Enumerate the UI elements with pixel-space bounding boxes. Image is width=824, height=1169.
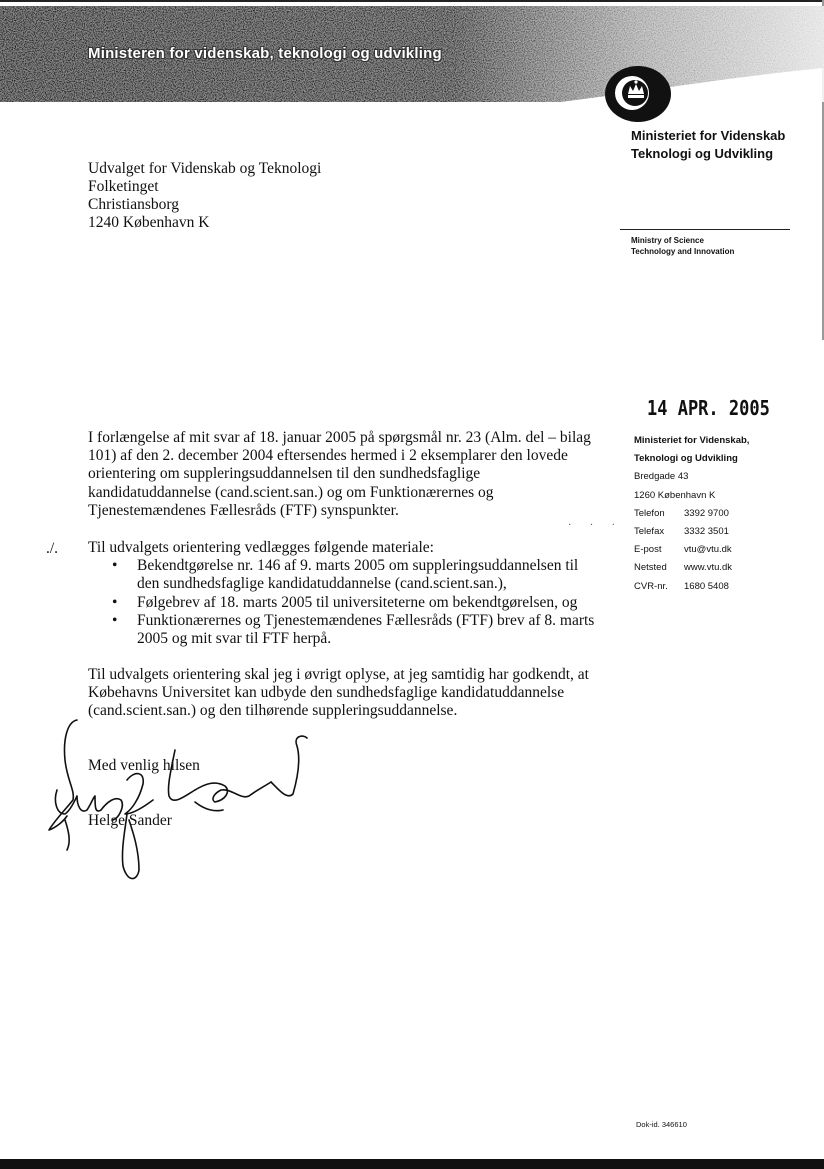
recipient-address [88, 160, 321, 232]
letterhead-divider [620, 229, 790, 230]
paragraph-2 [88, 539, 608, 648]
date-stamp: 14 APR. 2005 [647, 396, 770, 420]
recipient-line: Christiansborg [88, 196, 179, 213]
contact-value: www.vtu.dk [684, 562, 733, 574]
contact-label: Netsted [634, 562, 667, 574]
contact-value: 1680 5408 [684, 580, 729, 592]
paragraph-line: kandidatuddannelse (cand.scient.san.) og om Funktionærernes og [88, 483, 494, 501]
list-item [88, 612, 608, 648]
contact-row [634, 541, 749, 559]
bullet-icon: • [112, 611, 118, 629]
closing-greeting: Med venlig hilsen [88, 757, 200, 774]
bullet-icon: • [112, 593, 118, 611]
contact-value: 3332 3501 [684, 526, 729, 538]
ministry-name-line: Ministeriet for Videnskab [631, 128, 786, 143]
contact-label: Telefon [634, 507, 665, 519]
list-item-line: Følgebrev af 18. marts 2005 til universiteterne om bekendtgørelsen, og [137, 593, 578, 611]
contact-value: vtu@vtu.dk [684, 544, 732, 556]
paragraph-line: 101) af den 2. december 2004 eftersendes hermed i 2 eksemplarer den lovede [88, 447, 568, 465]
handwritten-signature [35, 710, 325, 890]
english-ministry-name [631, 235, 734, 257]
contact-row [634, 559, 749, 577]
paragraph-line: Til udvalgets orientering skal jeg i øvrigt oplyse, at jeg samtidig har godkendt, at [88, 666, 589, 683]
recipient-line: Folketinget [88, 178, 159, 195]
banner-title: Ministeren for videnskab, teknologi og udvikling [88, 45, 442, 62]
contact-row [634, 578, 749, 596]
contact-row [634, 505, 749, 523]
contact-label: E-post [634, 544, 662, 556]
paragraph-line: (cand.scient.san.) og den tilhørende suppleringsuddannelse. [88, 702, 458, 720]
list-item [88, 594, 608, 612]
list-item [88, 557, 608, 593]
paragraph-line: Købehavns Universitet kan udbyde den sundhedsfaglige kandidatuddannelse [88, 684, 565, 702]
paragraph-intro: Til udvalgets orientering vedlægges følgende materiale: [88, 539, 434, 556]
paragraph-line: orientering om suppleringsuddannelsen til den sundhedsfaglige [88, 465, 481, 483]
paragraph-line: Tjenestemændenes Fællesråds (FTF) synspunkter. [88, 501, 399, 519]
document-id: Dok-id. 346610 [636, 1120, 687, 1129]
list-item-line: Funktionærernes og Tjenestemændenes Fællesråds (FTF) brev af 8. marts [137, 611, 595, 629]
paragraph-1 [88, 429, 608, 520]
english-line: Technology and Innovation [631, 247, 735, 256]
attachment-list [88, 557, 608, 648]
signer-name: Helge Sander [88, 812, 172, 829]
paragraph-line: I forlængelse af mit svar af 18. januar 2005 på spørgsmål nr. 23 (Alm. del – bilag [88, 429, 591, 446]
ministry-name-line: Teknologi og Udvikling [631, 146, 774, 161]
ministry-name [631, 127, 785, 163]
contact-row [634, 523, 749, 541]
list-item-line: Bekendtgørelse nr. 146 af 9. marts 2005 om suppleringsuddannelsen til [137, 557, 579, 575]
bullet-icon: • [112, 557, 118, 575]
list-item-line: 2005 og mit svar til FTF herpå. [137, 630, 332, 648]
bottom-border [0, 1159, 824, 1169]
sender-street: Bredgade 43 [634, 471, 689, 483]
recipient-line: 1240 København K [88, 214, 210, 231]
crown-logo-icon [602, 64, 674, 128]
sender-info [634, 432, 749, 596]
sender-name-line: Teknologi og Udvikling [634, 453, 738, 465]
english-line: Ministry of Science [631, 236, 704, 245]
recipient-line: Udvalget for Videnskab og Teknologi [88, 160, 322, 177]
list-item-line: den sundhedsfaglige kandidatuddannelse (cand.scient.san.), [137, 575, 507, 593]
sender-name-line: Ministeriet for Videnskab, [634, 435, 750, 446]
contact-label: CVR-nr. [634, 580, 668, 592]
contact-label: Telefax [634, 526, 665, 538]
attachment-mark: ./. [46, 540, 59, 557]
contact-value: 3392 9700 [684, 507, 729, 519]
scan-dots: · · · [568, 520, 623, 531]
top-border [0, 0, 824, 2]
sender-city: 1260 København K [634, 489, 716, 501]
